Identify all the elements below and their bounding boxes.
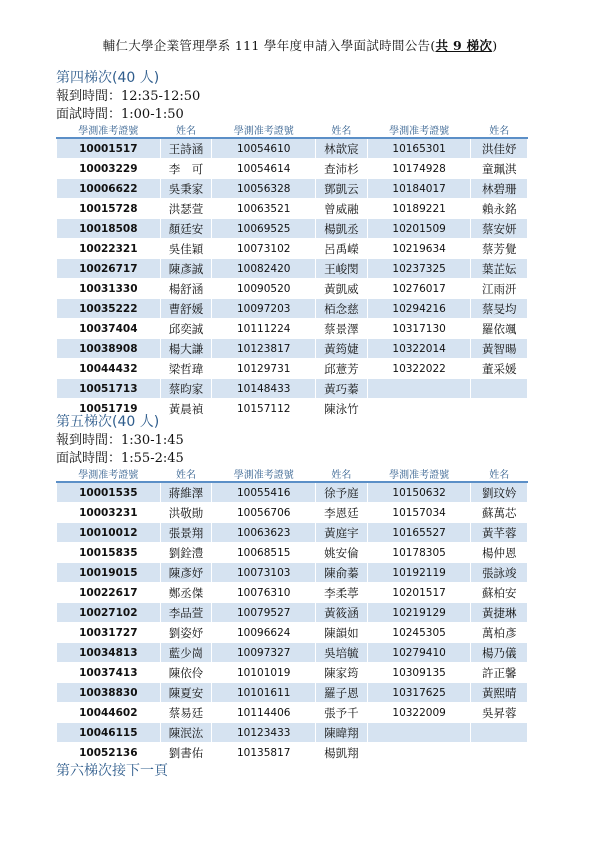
batch-5-title: 第五梯次(40 人) bbox=[56, 414, 160, 430]
table-row bbox=[57, 723, 528, 743]
exam-id-cell: 10038830 bbox=[57, 683, 161, 703]
student-name-cell: 蔡安妍 bbox=[471, 219, 528, 239]
table-row bbox=[57, 159, 528, 179]
student-name-cell: 栢念慈 bbox=[316, 299, 368, 319]
student-name-cell: 陳俞蓁 bbox=[316, 563, 368, 583]
student-name-cell: 陳韻如 bbox=[316, 623, 368, 643]
exam-id-cell: 10096624 bbox=[212, 623, 316, 643]
student-name-cell: 顏廷安 bbox=[160, 219, 212, 239]
student-name-cell: 陳暐翔 bbox=[316, 723, 368, 743]
student-name-cell bbox=[471, 723, 528, 743]
table-row bbox=[57, 643, 528, 663]
student-name-cell: 黃筱涵 bbox=[316, 603, 368, 623]
student-name-cell: 呂禹嶸 bbox=[316, 239, 368, 259]
student-name-cell: 羅依颯 bbox=[471, 319, 528, 339]
student-name-cell: 黃巧蓁 bbox=[316, 379, 368, 399]
student-name-cell: 姚安倫 bbox=[316, 543, 368, 563]
exam-id-cell: 10054610 bbox=[212, 138, 316, 159]
student-name-cell: 蔡旻均 bbox=[471, 299, 528, 319]
table-row bbox=[57, 503, 528, 523]
column-header-exam-id: 學測准考證號 bbox=[212, 122, 316, 138]
student-name-cell: 陳彥誠 bbox=[160, 259, 212, 279]
batch-5-header bbox=[56, 412, 536, 468]
batch-4-report-time: 報到時間：12:35-12:50 bbox=[56, 89, 201, 104]
table-row bbox=[57, 683, 528, 703]
column-header-exam-id: 學測准考證號 bbox=[367, 122, 471, 138]
exam-id-cell: 10022321 bbox=[57, 239, 161, 259]
student-name-cell: 陳泯汯 bbox=[160, 723, 212, 743]
student-name-cell: 黃庭宇 bbox=[316, 523, 368, 543]
student-name-cell: 李 可 bbox=[160, 159, 212, 179]
student-name-cell: 洪佳妤 bbox=[471, 138, 528, 159]
exam-id-cell: 10317625 bbox=[367, 683, 471, 703]
exam-id-cell: 10001517 bbox=[57, 138, 161, 159]
student-name-cell: 邱奕誠 bbox=[160, 319, 212, 339]
column-header-name: 姓名 bbox=[316, 466, 368, 482]
exam-id-cell: 10148433 bbox=[212, 379, 316, 399]
exam-id-cell: 10322009 bbox=[367, 703, 471, 723]
student-name-cell: 李恩廷 bbox=[316, 503, 368, 523]
student-name-cell: 蔡景澤 bbox=[316, 319, 368, 339]
student-name-cell: 黃熙晴 bbox=[471, 683, 528, 703]
exam-id-cell: 10174928 bbox=[367, 159, 471, 179]
student-name-cell: 萬柏彥 bbox=[471, 623, 528, 643]
student-name-cell: 蘇萬芯 bbox=[471, 503, 528, 523]
student-name-cell: 黃芊蓉 bbox=[471, 523, 528, 543]
student-name-cell: 劉書佑 bbox=[160, 743, 212, 763]
batch-4-title: 第四梯次(40 人) bbox=[56, 70, 160, 86]
column-header-name: 姓名 bbox=[160, 122, 212, 138]
student-name-cell: 蔡易廷 bbox=[160, 703, 212, 723]
student-name-cell: 張景翔 bbox=[160, 523, 212, 543]
table-row bbox=[57, 563, 528, 583]
student-name-cell: 黃捷琳 bbox=[471, 603, 528, 623]
table-row bbox=[57, 543, 528, 563]
column-header-exam-id: 學測准考證號 bbox=[57, 122, 161, 138]
exam-id-cell: 10026717 bbox=[57, 259, 161, 279]
student-name-cell: 陳夏安 bbox=[160, 683, 212, 703]
student-name-cell: 黃凱威 bbox=[316, 279, 368, 299]
exam-id-cell: 10069525 bbox=[212, 219, 316, 239]
student-name-cell bbox=[471, 743, 528, 763]
exam-id-cell: 10201509 bbox=[367, 219, 471, 239]
exam-id-cell: 10056706 bbox=[212, 503, 316, 523]
exam-id-cell: 10114406 bbox=[212, 703, 316, 723]
table-row bbox=[57, 623, 528, 643]
batch-4-header bbox=[56, 68, 536, 124]
exam-id-cell: 10101611 bbox=[212, 683, 316, 703]
title-suffix: ) bbox=[492, 38, 498, 53]
exam-id-cell: 10027102 bbox=[57, 603, 161, 623]
exam-id-cell: 10192119 bbox=[367, 563, 471, 583]
student-name-cell: 吳秉家 bbox=[160, 179, 212, 199]
student-name-cell: 吳昇蓉 bbox=[471, 703, 528, 723]
batch-4-roster-table bbox=[56, 122, 528, 419]
student-name-cell: 張予千 bbox=[316, 703, 368, 723]
table-row bbox=[57, 279, 528, 299]
student-name-cell: 張詠竣 bbox=[471, 563, 528, 583]
student-name-cell: 林歆宸 bbox=[316, 138, 368, 159]
exam-id-cell: 10135817 bbox=[212, 743, 316, 763]
exam-id-cell: 10219634 bbox=[367, 239, 471, 259]
column-header-name: 姓名 bbox=[316, 122, 368, 138]
exam-id-cell: 10015835 bbox=[57, 543, 161, 563]
student-name-cell: 陳彥妤 bbox=[160, 563, 212, 583]
student-name-cell: 吳培毓 bbox=[316, 643, 368, 663]
batch-5-roster-table bbox=[56, 466, 528, 763]
exam-id-cell: 10022617 bbox=[57, 583, 161, 603]
student-name-cell: 徐予庭 bbox=[316, 482, 368, 503]
student-name-cell: 洪敬勛 bbox=[160, 503, 212, 523]
exam-id-cell: 10003229 bbox=[57, 159, 161, 179]
exam-id-cell: 10056328 bbox=[212, 179, 316, 199]
exam-id-cell: 10079527 bbox=[212, 603, 316, 623]
exam-id-cell: 10037413 bbox=[57, 663, 161, 683]
student-name-cell: 劉姿妤 bbox=[160, 623, 212, 643]
exam-id-cell: 10178305 bbox=[367, 543, 471, 563]
next-page-note: 第六梯次接下一頁 bbox=[56, 763, 168, 779]
student-name-cell: 洪瑟萱 bbox=[160, 199, 212, 219]
column-header-name: 姓名 bbox=[471, 122, 528, 138]
exam-id-cell: 10184017 bbox=[367, 179, 471, 199]
column-header-name: 姓名 bbox=[471, 466, 528, 482]
student-name-cell: 黃晨禎 bbox=[160, 399, 212, 419]
exam-id-cell: 10157112 bbox=[212, 399, 316, 419]
batch-5-interview-time: 面試時間：1:55-2:45 bbox=[56, 451, 184, 466]
exam-id-cell: 10010012 bbox=[57, 523, 161, 543]
table-row bbox=[57, 259, 528, 279]
exam-id-cell: 10279410 bbox=[367, 643, 471, 663]
student-name-cell: 楊凱翔 bbox=[316, 743, 368, 763]
exam-id-cell: 10111224 bbox=[212, 319, 316, 339]
exam-id-cell: 10003231 bbox=[57, 503, 161, 523]
exam-id-cell: 10165527 bbox=[367, 523, 471, 543]
student-name-cell: 陳泳竹 bbox=[316, 399, 368, 419]
exam-id-cell: 10054614 bbox=[212, 159, 316, 179]
exam-id-cell: 10123817 bbox=[212, 339, 316, 359]
exam-id-cell bbox=[367, 723, 471, 743]
exam-id-cell: 10123433 bbox=[212, 723, 316, 743]
table-row bbox=[57, 239, 528, 259]
exam-id-cell: 10073103 bbox=[212, 563, 316, 583]
exam-id-cell: 10150632 bbox=[367, 482, 471, 503]
student-name-cell: 李品萱 bbox=[160, 603, 212, 623]
exam-id-cell: 10219129 bbox=[367, 603, 471, 623]
student-name-cell: 林碧珊 bbox=[471, 179, 528, 199]
exam-id-cell: 10068515 bbox=[212, 543, 316, 563]
student-name-cell: 江雨汧 bbox=[471, 279, 528, 299]
exam-id-cell: 10031727 bbox=[57, 623, 161, 643]
table-row bbox=[57, 359, 528, 379]
exam-id-cell: 10055416 bbox=[212, 482, 316, 503]
student-name-cell: 蔡芳覺 bbox=[471, 239, 528, 259]
title-batch-count: 共 9 梯次 bbox=[435, 38, 493, 53]
column-header-exam-id: 學測准考證號 bbox=[367, 466, 471, 482]
student-name-cell: 查沛杉 bbox=[316, 159, 368, 179]
student-name-cell: 曹舒媛 bbox=[160, 299, 212, 319]
title-text: 輔仁大學企業管理學系 111 學年度申請入學面試時間公告( bbox=[102, 38, 436, 53]
table-row bbox=[57, 583, 528, 603]
exam-id-cell: 10018508 bbox=[57, 219, 161, 239]
table-row bbox=[57, 663, 528, 683]
student-name-cell: 鄧凱云 bbox=[316, 179, 368, 199]
exam-id-cell: 10090520 bbox=[212, 279, 316, 299]
exam-id-cell: 10201517 bbox=[367, 583, 471, 603]
exam-id-cell: 10294216 bbox=[367, 299, 471, 319]
table-row bbox=[57, 138, 528, 159]
student-name-cell: 李柔葶 bbox=[316, 583, 368, 603]
exam-id-cell: 10076310 bbox=[212, 583, 316, 603]
exam-id-cell: 10317130 bbox=[367, 319, 471, 339]
exam-id-cell: 10245305 bbox=[367, 623, 471, 643]
student-name-cell: 梁哲瑋 bbox=[160, 359, 212, 379]
student-name-cell: 陳依伶 bbox=[160, 663, 212, 683]
table-row bbox=[57, 339, 528, 359]
exam-id-cell: 10051713 bbox=[57, 379, 161, 399]
table-row bbox=[57, 523, 528, 543]
column-header-exam-id: 學測准考證號 bbox=[57, 466, 161, 482]
exam-id-cell: 10101019 bbox=[212, 663, 316, 683]
exam-id-cell: 10031330 bbox=[57, 279, 161, 299]
table-header-row bbox=[57, 122, 528, 138]
table-row bbox=[57, 199, 528, 219]
student-name-cell: 吳佳穎 bbox=[160, 239, 212, 259]
exam-id-cell: 10097203 bbox=[212, 299, 316, 319]
student-name-cell: 羅子恩 bbox=[316, 683, 368, 703]
exam-id-cell: 10276017 bbox=[367, 279, 471, 299]
exam-id-cell: 10129731 bbox=[212, 359, 316, 379]
table-row bbox=[57, 379, 528, 399]
student-name-cell: 葉芷妘 bbox=[471, 259, 528, 279]
exam-id-cell: 10237325 bbox=[367, 259, 471, 279]
exam-id-cell: 10019015 bbox=[57, 563, 161, 583]
exam-id-cell: 10006622 bbox=[57, 179, 161, 199]
batch-5-report-time: 報到時間：1:30-1:45 bbox=[56, 433, 184, 448]
student-name-cell: 賴永銘 bbox=[471, 199, 528, 219]
table-row bbox=[57, 703, 528, 723]
student-name-cell: 劉銓澧 bbox=[160, 543, 212, 563]
student-name-cell: 楊大謙 bbox=[160, 339, 212, 359]
student-name-cell: 黃智暘 bbox=[471, 339, 528, 359]
table-row bbox=[57, 319, 528, 339]
student-name-cell: 黃筠婕 bbox=[316, 339, 368, 359]
student-name-cell: 藍少崗 bbox=[160, 643, 212, 663]
table-header-row bbox=[57, 466, 528, 482]
student-name-cell: 蔡昀家 bbox=[160, 379, 212, 399]
student-name-cell: 鄭丞傑 bbox=[160, 583, 212, 603]
table-row bbox=[57, 179, 528, 199]
exam-id-cell: 10046115 bbox=[57, 723, 161, 743]
student-name-cell: 許正馨 bbox=[471, 663, 528, 683]
student-name-cell bbox=[471, 379, 528, 399]
student-name-cell: 蘇柏安 bbox=[471, 583, 528, 603]
exam-id-cell: 10015728 bbox=[57, 199, 161, 219]
student-name-cell: 劉玟妗 bbox=[471, 482, 528, 503]
column-header-exam-id: 學測准考證號 bbox=[212, 466, 316, 482]
exam-id-cell: 10001535 bbox=[57, 482, 161, 503]
student-name-cell: 童珮淇 bbox=[471, 159, 528, 179]
exam-id-cell: 10309135 bbox=[367, 663, 471, 683]
exam-id-cell: 10073102 bbox=[212, 239, 316, 259]
exam-id-cell: 10063521 bbox=[212, 199, 316, 219]
exam-id-cell: 10063623 bbox=[212, 523, 316, 543]
exam-id-cell: 10322014 bbox=[367, 339, 471, 359]
student-name-cell: 楊凱丞 bbox=[316, 219, 368, 239]
exam-id-cell: 10051719 bbox=[57, 399, 161, 419]
student-name-cell: 陳家筠 bbox=[316, 663, 368, 683]
exam-id-cell: 10157034 bbox=[367, 503, 471, 523]
batch-4-interview-time: 面試時間：1:00-1:50 bbox=[56, 107, 184, 122]
student-name-cell: 楊舒涵 bbox=[160, 279, 212, 299]
table-row bbox=[57, 482, 528, 503]
exam-id-cell: 10044602 bbox=[57, 703, 161, 723]
student-name-cell: 董采媛 bbox=[471, 359, 528, 379]
exam-id-cell: 10034813 bbox=[57, 643, 161, 663]
student-name-cell: 王峻閔 bbox=[316, 259, 368, 279]
exam-id-cell: 10035222 bbox=[57, 299, 161, 319]
exam-id-cell: 10097327 bbox=[212, 643, 316, 663]
student-name-cell: 楊乃儀 bbox=[471, 643, 528, 663]
student-name-cell: 邱薏芳 bbox=[316, 359, 368, 379]
table-row bbox=[57, 603, 528, 623]
exam-id-cell: 10189221 bbox=[367, 199, 471, 219]
exam-id-cell: 10037404 bbox=[57, 319, 161, 339]
student-name-cell: 王詩涵 bbox=[160, 138, 212, 159]
exam-id-cell: 10044432 bbox=[57, 359, 161, 379]
exam-id-cell: 10038908 bbox=[57, 339, 161, 359]
exam-id-cell: 10082420 bbox=[212, 259, 316, 279]
exam-id-cell: 10322022 bbox=[367, 359, 471, 379]
page-title bbox=[0, 36, 600, 54]
exam-id-cell bbox=[367, 379, 471, 399]
student-name-cell: 曾威融 bbox=[316, 199, 368, 219]
table-row bbox=[57, 219, 528, 239]
column-header-name: 姓名 bbox=[160, 466, 212, 482]
student-name-cell: 蔣維澤 bbox=[160, 482, 212, 503]
exam-id-cell: 10165301 bbox=[367, 138, 471, 159]
student-name-cell: 楊仲恩 bbox=[471, 543, 528, 563]
table-row bbox=[57, 299, 528, 319]
exam-id-cell bbox=[367, 743, 471, 763]
exam-id-cell: 10052136 bbox=[57, 743, 161, 763]
